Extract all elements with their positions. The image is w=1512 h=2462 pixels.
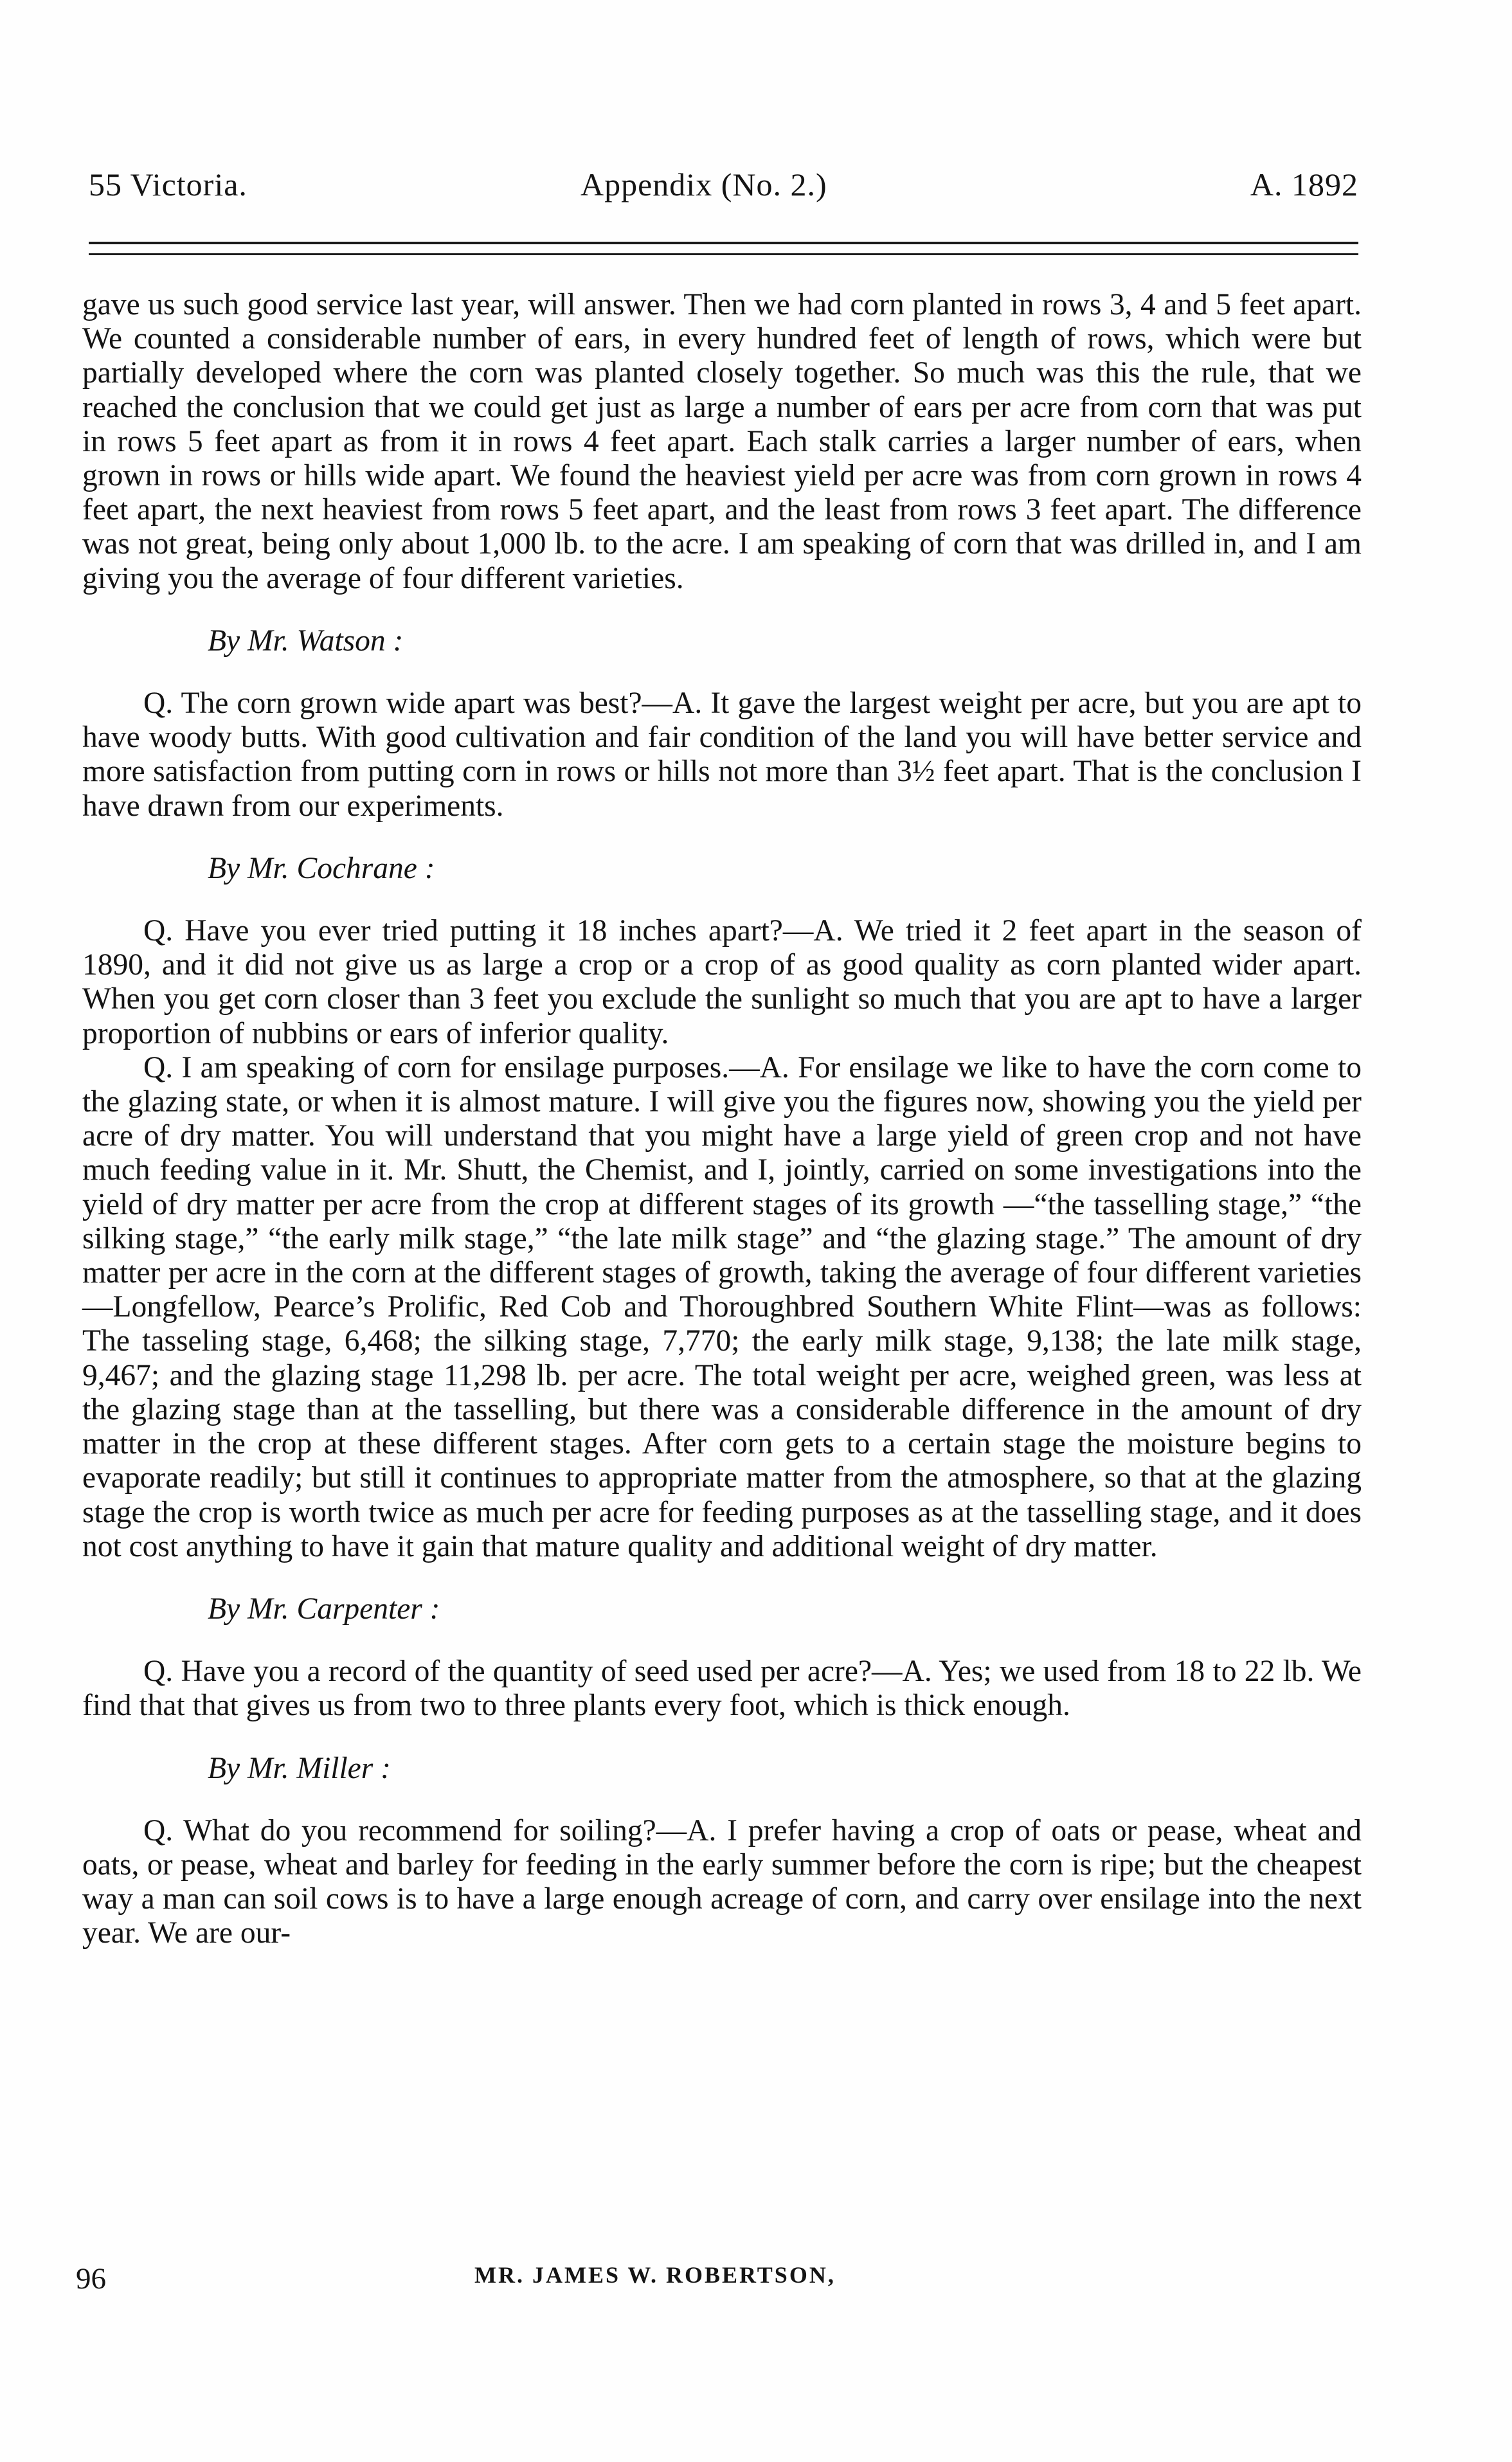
question-answer-paragraph: Q. The corn grown wide apart was best?—A. It gave the largest weight per acre, but you are apt to have woody butts. With good cultivation and fair condition of the land you will have better service and more satisfaction from putting corn in rows or hills not more than 3½ feet apart. That is the conclusion I have drawn from our experiments. bbox=[82, 687, 1362, 823]
speaker-heading-miller: By Mr. Miller : bbox=[208, 1751, 391, 1785]
speaker-heading-watson: By Mr. Watson : bbox=[208, 624, 404, 658]
header-session: 55 Victoria. bbox=[89, 166, 248, 202]
header-appendix: Appendix (No. 2.) bbox=[580, 166, 827, 202]
header-rule-top bbox=[89, 242, 1358, 244]
page-footer bbox=[76, 2261, 1355, 2300]
header-year: A. 1892 bbox=[1250, 166, 1358, 202]
body-text bbox=[82, 288, 1362, 1951]
question-answer-paragraph: Q. Have you a record of the quantity of seed used per acre?—A. Yes; we used from 18 to 22 lb. We find that that gives us from two to three plants every foot, which is thick enough. bbox=[82, 1655, 1362, 1723]
running-header bbox=[89, 166, 1358, 217]
question-answer-paragraph: Q. I am speaking of corn for ensilage purposes.—A. For ensilage we like to have the corn come to the glazing state, or when it is almost mature. I will give you the figures now, showing you the yield per acre of dry matter. You will understand that you might have a large yield of green crop and not have much feeding value in it. Mr. Shutt, the Chemist, and I, jointly, carried on some investigations into the yield of dry matter per acre from the crop at different stages of its growth —“the tasselling stage,” “the silking stage,” “the early milk stage,” “the late milk stage” and “the glazing stage.” The amount of dry matter per acre in the corn at the different stages of growth, taking the average of four different varieties—Longfellow, Pearce’s Prolific, Red Cob and Thoroughbred Southern White Flint—was as follows: The tasseling stage, 6,468; the silking stage, 7,770; the early milk stage, 9,138; the late milk stage, 9,467; and the glazing stage 11,298 lb. per acre. The total weight per acre, weighed green, was less at the glazing stage than at the tasselling, but there was a considerable difference in the amount of dry matter in the crop at these different stages. After corn gets to a certain stage the moisture begins to evaporate readily; but still it continues to appropriate matter from the atmosphere, so that at the glazing stage the crop is worth twice as much per acre for feeding purposes as at the tasselling stage, and it does not cost anything to have it gain that mature quality and additional weight of dry matter. bbox=[82, 1050, 1362, 1563]
continued-paragraph: gave us such good service last year, will answer. Then we had corn planted in rows 3, 4 and 5 feet apart. We counted a considerable number of ears, in every hundred feet of length of rows, which were but partially developed where the corn was planted closely together. So much was this the rule, that we reached the conclusion that we could get just as large a number of ears per acre from corn that was put in rows 5 feet apart as from it in rows 4 feet apart. Each stalk carries a larger number of ears, when grown in rows or hills wide apart. We found the heaviest yield per acre was from corn grown in rows 4 feet apart, the next heaviest from rows 5 feet apart, and the least from rows 3 feet apart. The difference was not great, being only about 1,000 lb. to the acre. I am speaking of corn that was drilled in, and I am giving you the average of four different varieties. bbox=[82, 288, 1362, 595]
header-rule-bottom bbox=[89, 253, 1358, 255]
question-answer-paragraph: Q. What do you recommend for soiling?—A. I prefer having a crop of oats or pease, wheat and oats, or pease, wheat and barley for feeding in the early summer before the corn is ripe; but the cheapest way a man can soil cows is to have a large enough acreage of corn, and carry over ensilage into the next year. We are our- bbox=[82, 1813, 1362, 1950]
page-number: 96 bbox=[76, 2262, 106, 2296]
speaker-heading-cochrane: By Mr. Cochrane : bbox=[208, 851, 435, 885]
question-answer-paragraph: Q. Have you ever tried putting it 18 inches apart?—A. We tried it 2 feet apart in the season of 1890, and it did not give us as large a crop or a crop of as good quality as corn planted wider apart. When you get corn closer than 3 feet you exclude the sunlight so much that you are apt to have a larger proportion of nubbins or ears of inferior quality. bbox=[82, 914, 1362, 1050]
witness-signature-line: MR. JAMES W. ROBERTSON, bbox=[474, 2262, 836, 2288]
speaker-heading-carpenter: By Mr. Carpenter : bbox=[208, 1592, 440, 1626]
